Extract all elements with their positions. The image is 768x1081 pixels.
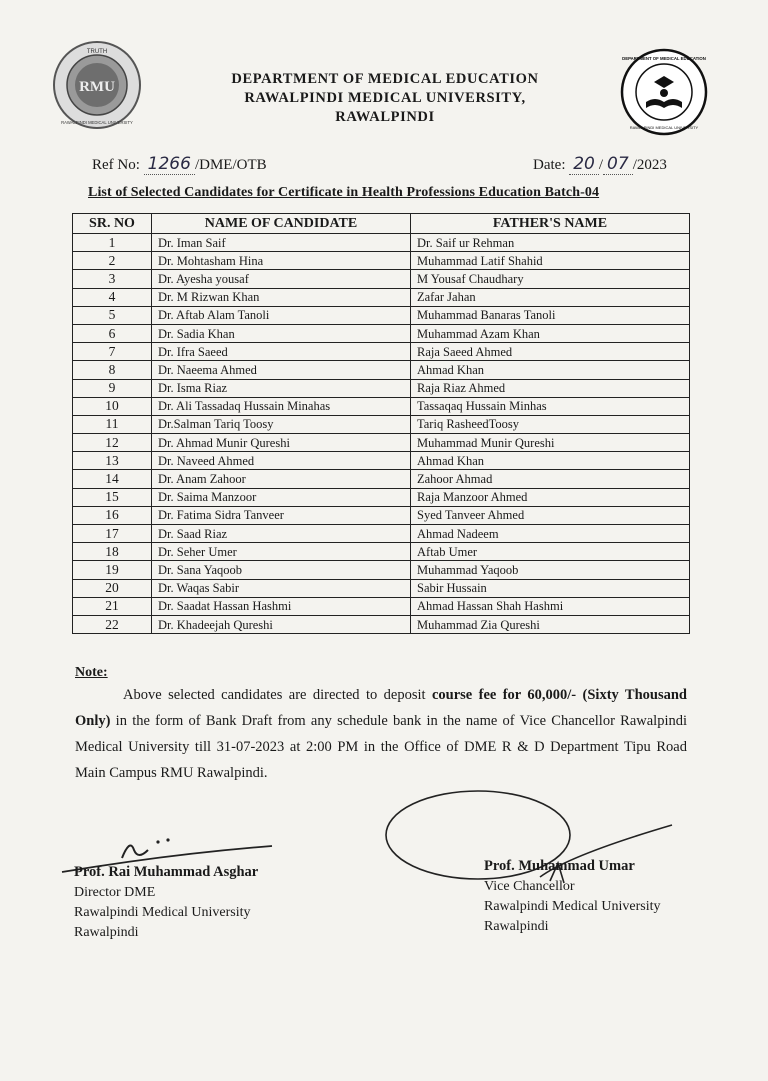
table-row bbox=[73, 506, 690, 524]
row-candidate-name: Dr. Seher Umer bbox=[152, 543, 411, 561]
row-sr-no: 20 bbox=[73, 579, 152, 597]
row-candidate-name: Dr. Ali Tassadaq Hussain Minahas bbox=[152, 397, 411, 415]
table-row bbox=[73, 397, 690, 415]
left-signatory bbox=[74, 862, 258, 943]
right-signatory-name: Prof. Muhammad Umar bbox=[484, 858, 635, 874]
row-sr-no: 22 bbox=[73, 615, 152, 633]
row-sr-no: 12 bbox=[73, 434, 152, 452]
header-father-name: FATHER'S NAME bbox=[411, 214, 690, 234]
row-candidate-name: Dr. Saadat Hassan Hashmi bbox=[152, 597, 411, 615]
row-sr-no: 18 bbox=[73, 543, 152, 561]
letterhead-line-1: DEPARTMENT OF MEDICAL EDUCATION bbox=[231, 71, 539, 87]
row-candidate-name: Dr. Saad Riaz bbox=[152, 525, 411, 543]
ref-suffix: /DME/OTB bbox=[194, 157, 267, 173]
table-row bbox=[73, 306, 690, 324]
left-signatory-org: Rawalpindi Medical University bbox=[74, 905, 251, 920]
table-row bbox=[73, 525, 690, 543]
ref-number-handwritten: 1266 bbox=[144, 154, 195, 175]
row-sr-no: 16 bbox=[73, 506, 152, 524]
row-candidate-name: Dr. Sana Yaqoob bbox=[152, 561, 411, 579]
row-candidate-name: Dr. M Rizwan Khan bbox=[152, 288, 411, 306]
row-father-name: Dr. Saif ur Rehman bbox=[411, 234, 690, 252]
row-candidate-name: Dr. Saima Manzoor bbox=[152, 488, 411, 506]
row-candidate-name: Dr. Ahmad Munir Qureshi bbox=[152, 434, 411, 452]
row-father-name: Muhammad Munir Qureshi bbox=[411, 434, 690, 452]
svg-text:RMU: RMU bbox=[79, 79, 115, 95]
row-candidate-name: Dr. Anam Zahoor bbox=[152, 470, 411, 488]
table-row bbox=[73, 270, 690, 288]
row-sr-no: 1 bbox=[73, 234, 152, 252]
left-signatory-title: Director DME bbox=[74, 885, 156, 900]
reference-number bbox=[92, 154, 267, 175]
date-month-handwritten: 07 bbox=[603, 154, 633, 175]
left-signatory-city: Rawalpindi bbox=[74, 925, 139, 940]
row-sr-no: 15 bbox=[73, 488, 152, 506]
svg-text:RAWALPINDI MEDICAL UNIVERSITY: RAWALPINDI MEDICAL UNIVERSITY bbox=[61, 120, 133, 125]
table-row bbox=[73, 288, 690, 306]
row-sr-no: 11 bbox=[73, 415, 152, 433]
date-year: /2023 bbox=[632, 157, 667, 173]
right-signatory-org: Rawalpindi Medical University bbox=[484, 899, 661, 914]
row-candidate-name: Dr. Iman Saif bbox=[152, 234, 411, 252]
candidates-table bbox=[72, 213, 690, 634]
note-part-2: in the form of Bank Draft from any schedule bank in the name of Vice Chancellor Rawalpindi Medical University till 31-07-2023 at 2:00 PM in the Office of DME R & D Department Tipu Road Main Campus RMU Rawalpindi. bbox=[75, 713, 687, 781]
row-father-name: Ahmad Khan bbox=[411, 452, 690, 470]
table-row bbox=[73, 615, 690, 633]
right-signatory bbox=[484, 856, 661, 937]
row-father-name: Ahmad Khan bbox=[411, 361, 690, 379]
row-candidate-name: Dr. Fatima Sidra Tanveer bbox=[152, 506, 411, 524]
list-title: List of Selected Candidates for Certificate in Health Professions Education Batch-04 bbox=[88, 185, 600, 200]
svg-text:TRUTH: TRUTH bbox=[86, 49, 108, 55]
row-father-name: Muhammad Latif Shahid bbox=[411, 252, 690, 270]
row-candidate-name: Dr. Waqas Sabir bbox=[152, 579, 411, 597]
row-candidate-name: Dr.Salman Tariq Toosy bbox=[152, 415, 411, 433]
row-candidate-name: Dr. Ayesha yousaf bbox=[152, 270, 411, 288]
svg-text:RAWALPINDI MEDICAL UNIVERSITY: RAWALPINDI MEDICAL UNIVERSITY bbox=[629, 125, 699, 130]
row-sr-no: 13 bbox=[73, 452, 152, 470]
row-sr-no: 14 bbox=[73, 470, 152, 488]
table-row bbox=[73, 452, 690, 470]
row-sr-no: 7 bbox=[73, 343, 152, 361]
header-sr-no: SR. NO bbox=[73, 214, 152, 234]
note-text bbox=[75, 682, 687, 786]
note-part-1: Above selected candidates are directed to deposit bbox=[123, 687, 432, 703]
row-candidate-name: Dr. Aftab Alam Tanoli bbox=[152, 306, 411, 324]
row-sr-no: 17 bbox=[73, 525, 152, 543]
table-row bbox=[73, 488, 690, 506]
row-father-name: Tassaqaq Hussain Minhas bbox=[411, 397, 690, 415]
row-sr-no: 6 bbox=[73, 324, 152, 342]
table-row bbox=[73, 234, 690, 252]
row-father-name: Muhammad Banaras Tanoli bbox=[411, 306, 690, 324]
document-date: Date: 20 / 07 /2023 bbox=[533, 154, 667, 174]
row-candidate-name: Dr. Mohtasham Hina bbox=[152, 252, 411, 270]
row-sr-no: 8 bbox=[73, 361, 152, 379]
row-father-name: Ahmad Hassan Shah Hashmi bbox=[411, 597, 690, 615]
row-sr-no: 21 bbox=[73, 597, 152, 615]
dme-logo bbox=[620, 48, 708, 136]
table-row bbox=[73, 597, 690, 615]
row-father-name: Raja Saeed Ahmed bbox=[411, 343, 690, 361]
row-sr-no: 3 bbox=[73, 270, 152, 288]
table-row bbox=[73, 470, 690, 488]
svg-text:DEPARTMENT OF MEDICAL EDUCATIO: DEPARTMENT OF MEDICAL EDUCATION bbox=[622, 56, 706, 61]
row-father-name: Muhammad Yaqoob bbox=[411, 561, 690, 579]
row-father-name: Raja Manzoor Ahmed bbox=[411, 488, 690, 506]
row-father-name: Muhammad Azam Khan bbox=[411, 324, 690, 342]
right-signatory-city: Rawalpindi bbox=[484, 919, 549, 934]
table-row bbox=[73, 324, 690, 342]
row-father-name: Tariq RasheedToosy bbox=[411, 415, 690, 433]
row-sr-no: 4 bbox=[73, 288, 152, 306]
left-signatory-name: Prof. Rai Muhammad Asghar bbox=[74, 864, 259, 880]
row-sr-no: 9 bbox=[73, 379, 152, 397]
note-heading: Note: bbox=[75, 665, 108, 680]
row-father-name: Zahoor Ahmad bbox=[411, 470, 690, 488]
row-sr-no: 2 bbox=[73, 252, 152, 270]
row-sr-no: 5 bbox=[73, 306, 152, 324]
table-row bbox=[73, 252, 690, 270]
table-row bbox=[73, 579, 690, 597]
table-body bbox=[73, 234, 690, 634]
rmu-seal-logo bbox=[52, 40, 142, 130]
date-label: Date: bbox=[533, 157, 566, 173]
table-header-row bbox=[73, 214, 690, 234]
letterhead bbox=[170, 70, 600, 127]
row-candidate-name: Dr. Khadeejah Qureshi bbox=[152, 615, 411, 633]
row-father-name: Aftab Umer bbox=[411, 543, 690, 561]
row-sr-no: 19 bbox=[73, 561, 152, 579]
row-sr-no: 10 bbox=[73, 397, 152, 415]
row-father-name: Sabir Hussain bbox=[411, 579, 690, 597]
date-day-handwritten: 20 bbox=[569, 154, 599, 175]
row-father-name: Zafar Jahan bbox=[411, 288, 690, 306]
header-candidate-name: NAME OF CANDIDATE bbox=[152, 214, 411, 234]
row-candidate-name: Dr. Sadia Khan bbox=[152, 324, 411, 342]
table-row bbox=[73, 561, 690, 579]
table-row bbox=[73, 415, 690, 433]
right-signatory-title: Vice Chancellor bbox=[484, 879, 575, 894]
note-fee: course fee for 60,000/- (Sixty Thousand Only) bbox=[75, 687, 687, 729]
row-candidate-name: Dr. Isma Riaz bbox=[152, 379, 411, 397]
letterhead-line-3: RAWALPINDI bbox=[335, 109, 435, 125]
row-father-name: Ahmad Nadeem bbox=[411, 525, 690, 543]
table-row bbox=[73, 434, 690, 452]
row-candidate-name: Dr. Ifra Saeed bbox=[152, 343, 411, 361]
row-candidate-name: Dr. Naveed Ahmed bbox=[152, 452, 411, 470]
letterhead-line-2: RAWALPINDI MEDICAL UNIVERSITY, bbox=[244, 90, 526, 106]
ref-label: Ref No: bbox=[92, 157, 140, 173]
row-father-name: Muhammad Zia Qureshi bbox=[411, 615, 690, 633]
row-father-name: Raja Riaz Ahmed bbox=[411, 379, 690, 397]
row-father-name: Syed Tanveer Ahmed bbox=[411, 506, 690, 524]
table-row bbox=[73, 379, 690, 397]
table-row bbox=[73, 343, 690, 361]
row-candidate-name: Dr. Naeema Ahmed bbox=[152, 361, 411, 379]
table-row bbox=[73, 543, 690, 561]
table-row bbox=[73, 361, 690, 379]
row-father-name: M Yousaf Chaudhary bbox=[411, 270, 690, 288]
